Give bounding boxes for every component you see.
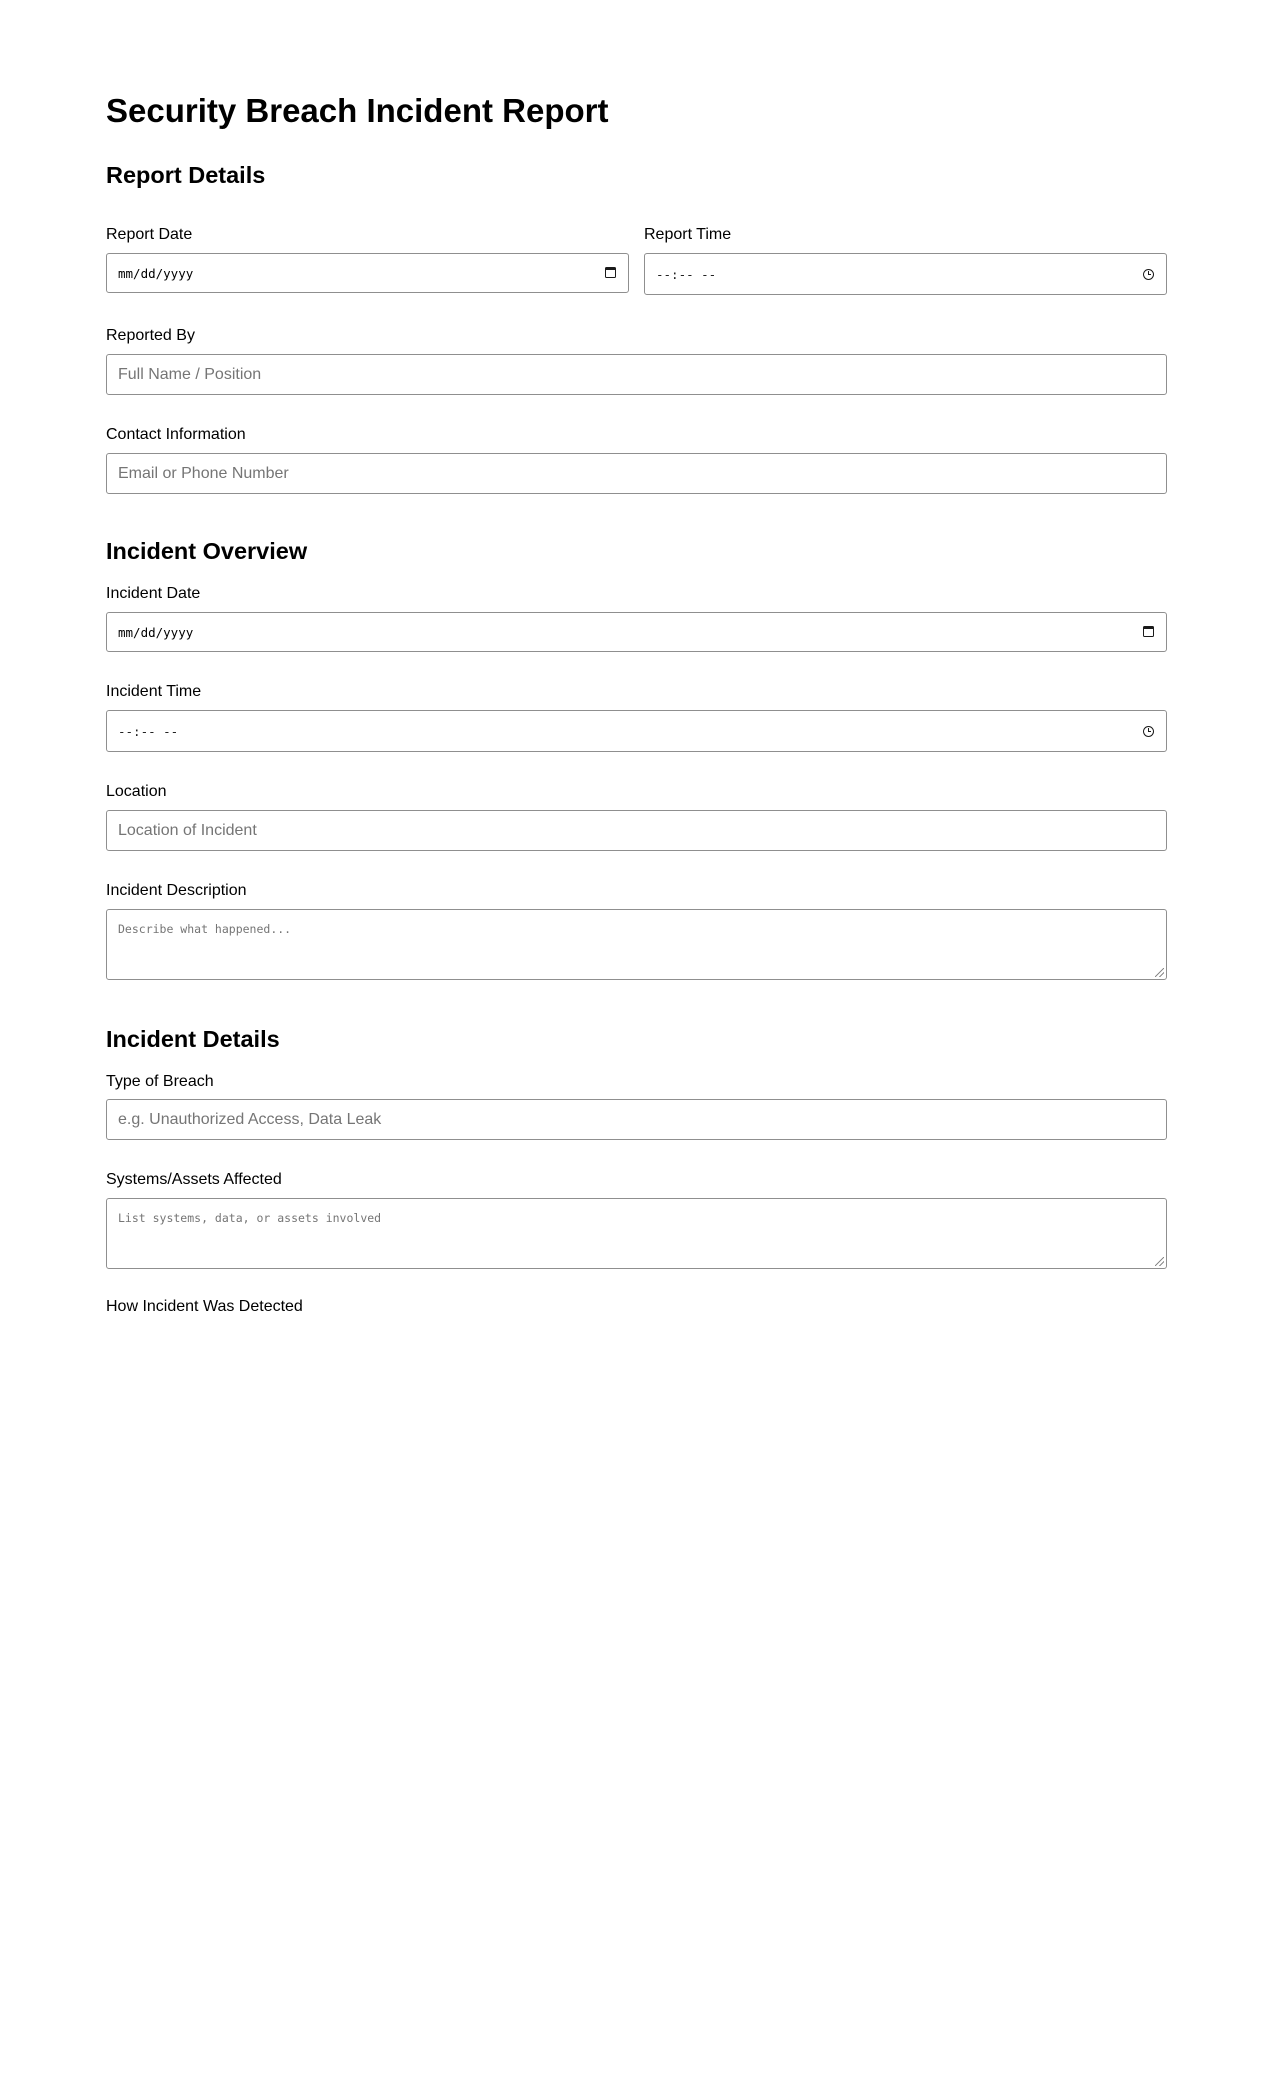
- detection-method-label: How Incident Was Detected: [106, 1298, 303, 1312]
- clock-icon[interactable]: [1143, 726, 1154, 737]
- incident-description-placeholder: Describe what happened...: [118, 922, 292, 936]
- reported-by-label: Reported By: [106, 327, 195, 344]
- incident-date-value: mm/dd/yyyy: [118, 625, 194, 640]
- incident-time-label: Incident Time: [106, 683, 202, 700]
- incident-date-label: Incident Date: [106, 585, 201, 602]
- incident-time-input[interactable]: [106, 710, 1167, 752]
- clock-icon[interactable]: [1143, 269, 1154, 280]
- reported-by-placeholder: Full Name / Position: [118, 366, 262, 383]
- location-label: Location: [106, 783, 167, 800]
- breach-type-input[interactable]: [106, 1099, 1167, 1140]
- report-time-label: Report Time: [644, 226, 732, 243]
- report-date-input[interactable]: [106, 253, 629, 293]
- incident-time-value: --:-- --: [118, 724, 179, 739]
- systems-affected-textarea[interactable]: [106, 1198, 1167, 1269]
- systems-affected-placeholder: List systems, data, or assets involved: [118, 1211, 382, 1225]
- incident-date-input[interactable]: [106, 612, 1167, 652]
- incident-description-textarea[interactable]: [106, 909, 1167, 980]
- page-title: Security Breach Incident Report: [106, 92, 609, 129]
- breach-type-label: Type of Breach: [106, 1073, 214, 1090]
- section-heading-report-details: Report Details: [106, 162, 266, 188]
- report-time-input[interactable]: [644, 253, 1167, 295]
- location-input[interactable]: [106, 810, 1167, 851]
- systems-affected-label: Systems/Assets Affected: [106, 1171, 282, 1188]
- contact-information-placeholder: Email or Phone Number: [118, 465, 289, 482]
- section-heading-incident-details: Incident Details: [106, 1026, 280, 1052]
- contact-information-input[interactable]: [106, 453, 1167, 494]
- location-placeholder: Location of Incident: [118, 822, 257, 839]
- resize-handle-icon[interactable]: [1155, 968, 1164, 977]
- breach-type-placeholder: e.g. Unauthorized Access, Data Leak: [118, 1111, 382, 1128]
- report-date-label: Report Date: [106, 226, 193, 243]
- contact-information-label: Contact Information: [106, 426, 246, 443]
- incident-report-form: [106, 0, 1167, 1312]
- report-date-value: mm/dd/yyyy: [118, 266, 194, 281]
- report-time-value: --:-- --: [656, 267, 717, 282]
- reported-by-input[interactable]: [106, 354, 1167, 395]
- calendar-icon[interactable]: [1143, 626, 1154, 637]
- section-heading-incident-overview: Incident Overview: [106, 538, 308, 564]
- resize-handle-icon[interactable]: [1155, 1257, 1164, 1266]
- calendar-icon[interactable]: [605, 267, 616, 278]
- incident-description-label: Incident Description: [106, 882, 247, 899]
